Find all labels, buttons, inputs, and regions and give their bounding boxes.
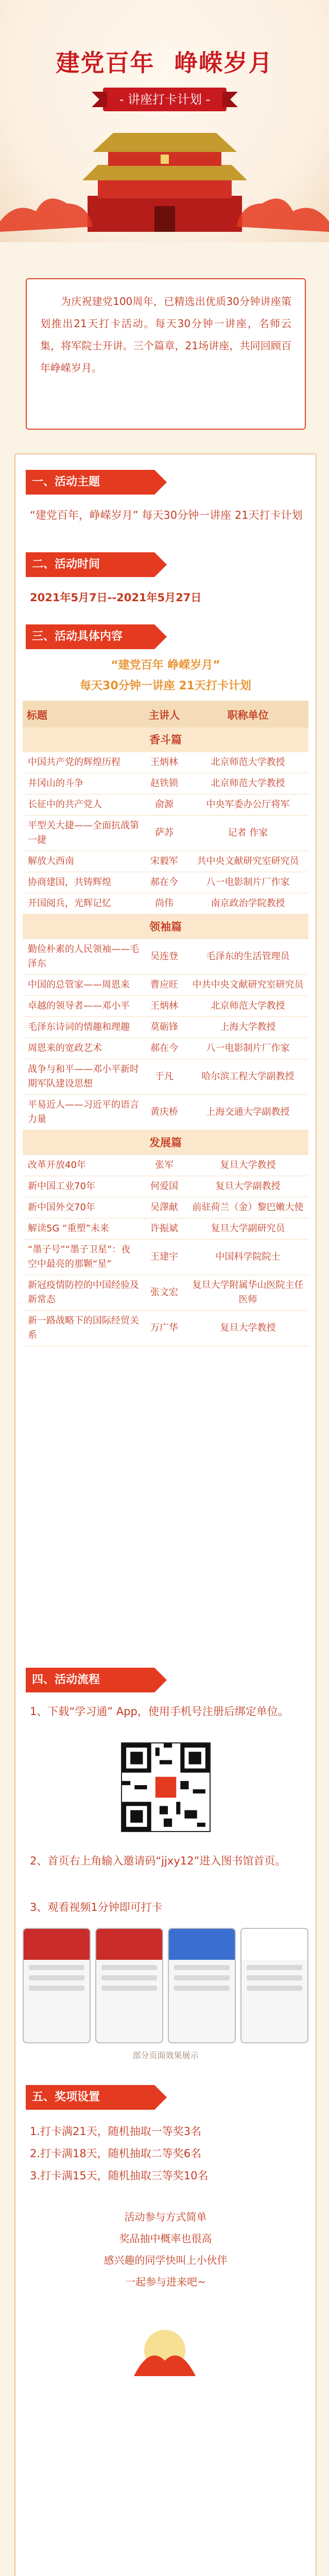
lecture-title: 中国的总管家——周恩来 bbox=[28, 979, 130, 990]
title-part-1: 建党百年 bbox=[56, 49, 155, 77]
intro-box bbox=[26, 278, 306, 430]
lecture-title: “墨子号”“墨子卫星”：夜空中最亮的那颗“星” bbox=[28, 1244, 131, 1269]
lecture-title: 协商建国，共铸辉煌 bbox=[28, 877, 111, 888]
section-tag-awards: 五、奖项设置 bbox=[26, 2085, 154, 2110]
content-panel bbox=[14, 453, 317, 2576]
award-2-text: 2.打卡满18天，随机抽取二等奖6名 bbox=[30, 2147, 202, 2160]
lecture-title: 新中国工业70年 bbox=[28, 1181, 95, 1192]
lecture-title: 改革开放40年 bbox=[28, 1160, 86, 1171]
award-3-text: 3.打卡满15天，随机抽取三等奖10名 bbox=[30, 2170, 209, 2182]
lecture-speaker: 萨苏 bbox=[155, 827, 174, 838]
table-row bbox=[23, 893, 308, 914]
table-row bbox=[23, 1017, 308, 1038]
lecture-speaker: 于凡 bbox=[155, 1071, 174, 1082]
table-row bbox=[23, 752, 308, 773]
plan-heading-line-2: 每天30分钟一讲座 21天打卡计划 bbox=[80, 680, 251, 692]
lecture-title: 中国共产党的辉煌历程 bbox=[28, 757, 120, 768]
header-title: 标题 bbox=[27, 708, 47, 721]
lecture-speaker: 郝在今 bbox=[150, 877, 178, 888]
lecture-title: 毛泽东诗词的情趣和理趣 bbox=[28, 1022, 130, 1032]
lecture-title: 新一路战略下的国际经贸关系 bbox=[28, 1315, 139, 1341]
header-affiliation: 职称单位 bbox=[227, 708, 269, 721]
lecture-affiliation: 复旦大学教授 bbox=[220, 1323, 276, 1333]
lecture-speaker: 许振斌 bbox=[150, 1223, 178, 1234]
lecture-title: 新中国外交70年 bbox=[28, 1202, 95, 1213]
time-text: 2021年5月7日--2021年5月27日 bbox=[30, 591, 202, 604]
lecture-affiliation: 八一电影制片厂作家 bbox=[206, 877, 290, 888]
closing-line-1: 活动参与方式简单 bbox=[124, 2211, 207, 2223]
lecture-speaker: 宋毅军 bbox=[150, 856, 178, 867]
lecture-affiliation: 哈尔滨工程大学副教授 bbox=[201, 1071, 295, 1082]
phone-screenshot-4 bbox=[240, 1928, 308, 2043]
lecture-speaker: 赵铁锁 bbox=[150, 778, 178, 789]
lecture-affiliation: 北京师范大学教授 bbox=[211, 757, 285, 768]
table-body bbox=[23, 727, 308, 1346]
table-row bbox=[23, 1197, 308, 1218]
table-row bbox=[23, 773, 308, 794]
lecture-speaker: 俞源 bbox=[155, 799, 174, 810]
cloud-right-decoration bbox=[236, 155, 329, 232]
qr-code-image bbox=[121, 1742, 211, 1832]
step-1-text: 1、下载“学习通” App，使用手机号注册后绑定单位。 bbox=[30, 1705, 289, 1718]
subtitle-ribbon: - 讲座打卡计划 - bbox=[103, 88, 227, 111]
lecture-speaker: 何爱国 bbox=[150, 1181, 178, 1192]
tiananmen-gate-illustration bbox=[77, 124, 252, 232]
table-row bbox=[23, 975, 308, 996]
step-2-text: 2、首页右上角输入邀请码“jjxy12”进入图书馆首页。 bbox=[30, 1855, 286, 1867]
lecture-speaker: 王建宇 bbox=[150, 1251, 178, 1262]
section-tag-theme: 一、活动主题 bbox=[26, 470, 154, 495]
header-banner bbox=[0, 0, 329, 242]
lecture-affiliation: 复旦大学附属华山医院主任医师 bbox=[192, 1280, 304, 1305]
lecture-affiliation: 共中央文献研究室研究员 bbox=[197, 856, 299, 867]
phone-screenshot-2 bbox=[95, 1928, 163, 2043]
table-group-heading: 领袖篇 bbox=[23, 914, 308, 939]
table-row bbox=[23, 1095, 308, 1130]
table-row bbox=[23, 872, 308, 893]
title-part-2: 峥嵘岁月 bbox=[174, 49, 273, 77]
table-row bbox=[23, 816, 308, 851]
plan-heading-line-1: “建党百年 峥嵘岁月” bbox=[111, 659, 220, 672]
lecture-affiliation: 中央军委办公厅将军 bbox=[206, 799, 290, 810]
lecture-affiliation: 北京师范大学教授 bbox=[211, 778, 285, 789]
table-row bbox=[23, 1155, 308, 1176]
lecture-affiliation: 中共中央文献研究室研究员 bbox=[192, 979, 304, 990]
lecture-speaker: 万广华 bbox=[150, 1323, 178, 1333]
table-row bbox=[23, 1176, 308, 1197]
lecture-affiliation: 复旦大学副研究员 bbox=[211, 1223, 285, 1234]
table-row bbox=[23, 851, 308, 872]
cloud-left-decoration bbox=[0, 155, 93, 232]
lecture-speaker: 尚伟 bbox=[155, 898, 174, 909]
lecture-title: 勤俭朴素的人民领袖——毛泽东 bbox=[28, 944, 139, 969]
closing-line-3: 感兴趣的同学快叫上小伙伴 bbox=[103, 2254, 228, 2266]
lecture-speaker: 吴连登 bbox=[150, 951, 178, 962]
lecture-speaker: 张文宏 bbox=[150, 1287, 178, 1298]
lecture-title: 解读5G “重塑”未来 bbox=[28, 1223, 109, 1234]
lecture-affiliation: 复旦大学副教授 bbox=[215, 1181, 281, 1192]
lecture-speaker: 张军 bbox=[155, 1160, 174, 1171]
lecture-title: 周恩来的宽政艺术 bbox=[28, 1043, 102, 1054]
lecture-affiliation: 北京师范大学教授 bbox=[211, 1001, 285, 1011]
lecture-affiliation: 记者 作家 bbox=[228, 827, 268, 838]
lecture-speaker: 黄庆桥 bbox=[150, 1107, 178, 1117]
lecture-affiliation: 复旦大学教授 bbox=[220, 1160, 276, 1171]
table-row bbox=[23, 939, 308, 975]
section-tag-time: 二、活动时间 bbox=[26, 552, 154, 577]
party-emblem-decoration bbox=[113, 2319, 216, 2376]
phone-screenshot-1 bbox=[23, 1928, 91, 2043]
closing-message bbox=[15, 2206, 316, 2293]
section-tag-process: 四、活动流程 bbox=[26, 1668, 154, 1692]
lecture-title: 长征中的共产党人 bbox=[28, 799, 102, 810]
phones-caption: 部分页面效果展示 bbox=[132, 2050, 199, 2060]
lecture-speaker: 莫砺锋 bbox=[150, 1022, 178, 1032]
lecture-title: 开国阅兵，光辉记忆 bbox=[28, 898, 111, 909]
lecture-speaker: 王炳林 bbox=[150, 757, 178, 768]
closing-line-2: 奖品抽中概率也很高 bbox=[119, 2232, 212, 2245]
table-row bbox=[23, 996, 308, 1017]
lecture-affiliation: 中国科学院院士 bbox=[215, 1251, 281, 1262]
lecture-title: 卓越的领导者——邓小平 bbox=[28, 1001, 130, 1011]
lecture-table bbox=[23, 701, 308, 1346]
lecture-title: 新冠疫情防控的中国经验及新常态 bbox=[28, 1280, 139, 1305]
step-3-text: 3、观看视频1分钟即可打卡 bbox=[30, 1901, 163, 1913]
plan-heading bbox=[15, 655, 316, 697]
lecture-affiliation: 毛泽东的生活管理员 bbox=[206, 951, 290, 962]
lecture-title: 解放大西南 bbox=[28, 856, 74, 867]
table-row bbox=[23, 1038, 308, 1059]
table-group-heading: 香斗篇 bbox=[23, 727, 308, 752]
lecture-affiliation: 南京政治学院教授 bbox=[211, 898, 285, 909]
table-header bbox=[23, 701, 308, 727]
lecture-affiliation: 上海大学教授 bbox=[220, 1022, 276, 1032]
table-row bbox=[23, 1311, 308, 1346]
lecture-title: 平型关大捷——全面抗战第一捷 bbox=[28, 820, 139, 845]
table-row bbox=[23, 1059, 308, 1095]
lecture-speaker: 吴澤献 bbox=[150, 1202, 178, 1213]
lecture-speaker: 曹应旺 bbox=[150, 979, 178, 990]
table-row bbox=[23, 1275, 308, 1311]
theme-text: “建党百年，峥嵘岁月” 每天30分钟一讲座 21天打卡计划 bbox=[30, 509, 303, 521]
table-group-heading: 发展篇 bbox=[23, 1130, 308, 1155]
intro-text: 为庆祝建党100周年，已精选出优质30分钟讲座策划推出21天打卡活动。每天30分钟一讲座，名师云集，将军院士开讲。三个篇章，21场讲座，共同回顾百年峥嵘岁月。 bbox=[40, 295, 291, 374]
lecture-affiliation: 前驻荷兰（金）黎巴嫩大使 bbox=[192, 1202, 304, 1213]
lecture-affiliation: 上海交通大学副教授 bbox=[206, 1107, 290, 1117]
table-row bbox=[23, 1218, 308, 1240]
closing-line-4: 一起参与进来吧~ bbox=[125, 2276, 206, 2288]
lecture-title: 井冈山的斗争 bbox=[28, 778, 83, 789]
page-title bbox=[0, 44, 329, 78]
award-1-text: 1.打卡满21天，随机抽取一等奖3名 bbox=[30, 2125, 202, 2138]
lecture-title: 战争与和平——邓小平新时期军队建设思想 bbox=[28, 1064, 139, 1089]
table-row bbox=[23, 794, 308, 816]
section-tag-content: 三、活动具体内容 bbox=[26, 624, 154, 649]
table-row bbox=[23, 1240, 308, 1275]
lecture-speaker: 郝在今 bbox=[150, 1043, 178, 1054]
lecture-title: 平易近人——习近平的语言力量 bbox=[28, 1099, 139, 1125]
phone-screenshots bbox=[23, 1928, 308, 2041]
lecture-affiliation: 八一电影制片厂作家 bbox=[206, 1043, 290, 1054]
lecture-speaker: 王炳林 bbox=[150, 1001, 178, 1011]
header-speaker: 主讲人 bbox=[149, 708, 180, 721]
phone-screenshot-3 bbox=[168, 1928, 236, 2043]
